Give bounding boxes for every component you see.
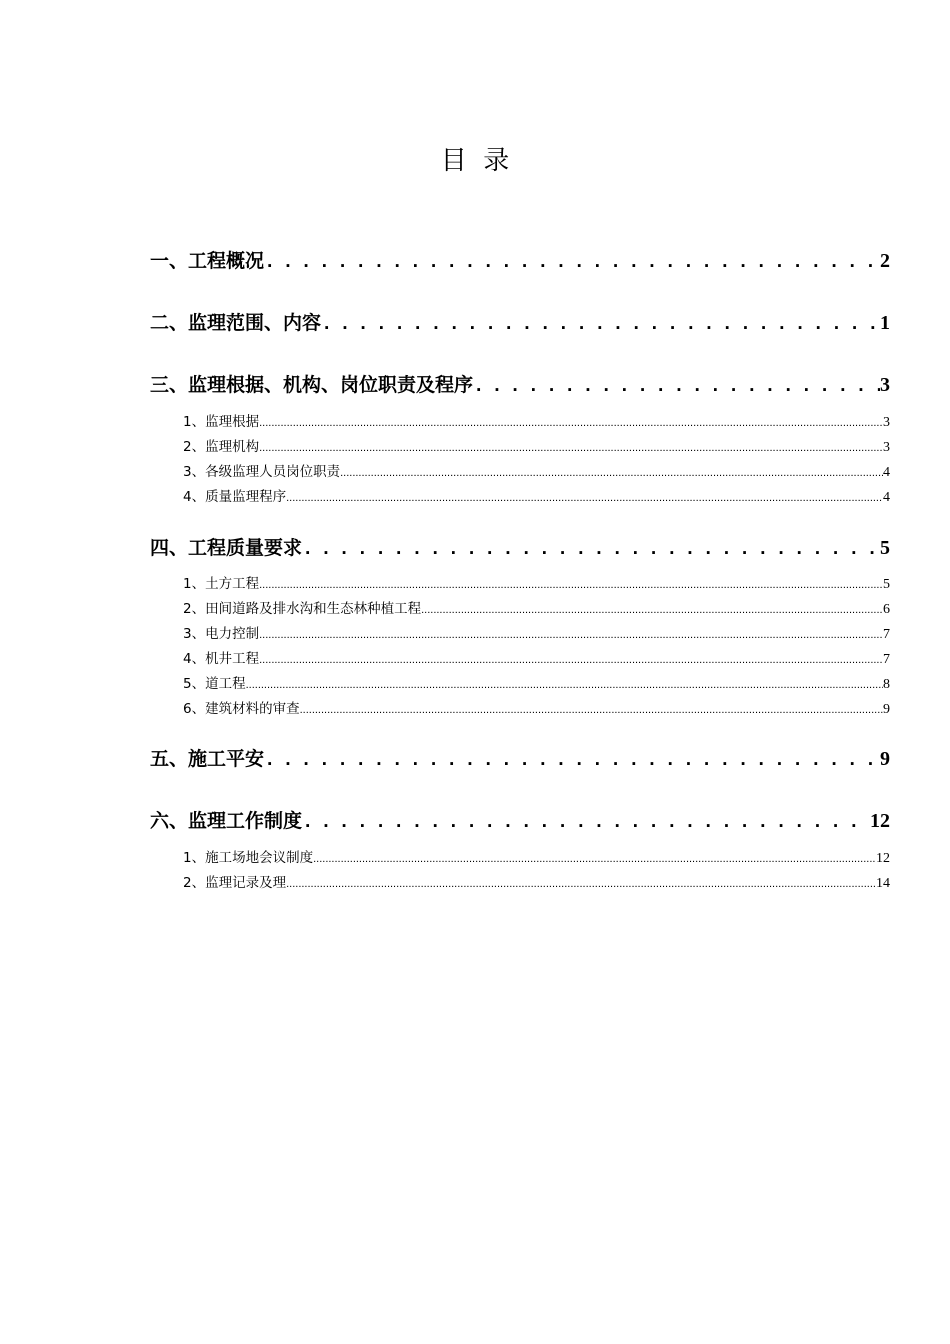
toc-entry-page: 9 <box>880 748 890 770</box>
toc-entry-3-3[interactable] <box>183 460 890 481</box>
dot-leader <box>264 250 880 273</box>
dot-leader <box>259 414 883 430</box>
toc-title: 目 录 <box>440 146 510 176</box>
toc-entry-page: 6 <box>883 602 890 617</box>
toc-entry-section-6[interactable] <box>150 806 890 833</box>
toc-entry-label: 2、监理记录及理 <box>183 875 287 891</box>
toc-entry-page: 4 <box>883 465 890 480</box>
toc-entry-page: 4 <box>883 490 890 505</box>
dot-leader <box>259 439 883 455</box>
toc-entry-4-6[interactable] <box>183 697 890 718</box>
toc-entry-page: 3 <box>880 374 890 396</box>
toc-entry-label: 四、工程质量要求 <box>150 537 303 559</box>
toc-entry-label: 2、田间道路及排水沟和生态林种植工程 <box>183 601 422 617</box>
dot-leader <box>259 576 883 592</box>
toc-entry-6-2[interactable] <box>183 871 890 892</box>
toc-entry-label: 2、监理机构 <box>183 439 260 455</box>
toc-entry-section-3[interactable] <box>150 370 890 397</box>
toc-entry-page: 12 <box>870 810 890 832</box>
toc-entry-label: 4、机井工程 <box>183 651 260 667</box>
toc-entry-page: 5 <box>883 577 890 592</box>
toc-entry-label: 6、建筑材料的审查 <box>183 701 300 717</box>
toc-entry-section-1[interactable] <box>150 246 890 273</box>
dot-leader <box>321 312 880 335</box>
dot-leader <box>302 537 880 560</box>
toc-entry-label: 1、监理根据 <box>183 414 260 430</box>
toc-entry-label: 4、质量监理程序 <box>183 489 287 505</box>
toc-entry-4-4[interactable] <box>183 647 890 668</box>
toc-entry-label: 一、工程概况 <box>150 250 265 272</box>
toc-entry-page: 12 <box>876 851 890 866</box>
toc-entry-label: 三、监理根据、机构、岗位职责及程序 <box>150 374 474 396</box>
dot-leader <box>264 748 880 771</box>
toc-entry-3-1[interactable] <box>183 410 890 431</box>
dot-leader <box>313 850 876 866</box>
toc-entry-label: 五、施工平安 <box>150 748 265 770</box>
toc-entry-page: 2 <box>880 250 890 272</box>
toc-entry-label: 3、各级监理人员岗位职责 <box>183 464 341 480</box>
dot-leader <box>473 374 880 397</box>
toc-entry-3-4[interactable] <box>183 485 890 506</box>
dot-leader <box>421 601 883 617</box>
toc-entry-page: 7 <box>883 652 890 667</box>
toc-entry-page: 1 <box>880 312 890 334</box>
toc-entry-page: 7 <box>883 627 890 642</box>
toc-entry-4-3[interactable] <box>183 622 890 643</box>
toc-entry-page: 5 <box>880 537 890 559</box>
dot-leader <box>259 626 883 642</box>
toc-entry-label: 二、监理范围、内容 <box>150 312 322 334</box>
toc-entry-3-2[interactable] <box>183 435 890 456</box>
dot-leader <box>259 651 883 667</box>
toc-entry-page: 8 <box>883 677 890 692</box>
dot-leader <box>300 701 883 717</box>
toc-entry-4-5[interactable] <box>183 672 890 693</box>
toc-entry-4-1[interactable] <box>183 572 890 593</box>
toc-entry-section-4[interactable] <box>150 533 890 560</box>
toc-entry-page: 3 <box>883 415 890 430</box>
toc-entry-section-5[interactable] <box>150 744 890 771</box>
toc-entry-section-2[interactable] <box>150 308 890 335</box>
dot-leader <box>340 464 883 480</box>
toc-entry-6-1[interactable] <box>183 846 890 867</box>
toc-entry-label: 3、电力控制 <box>183 626 260 642</box>
toc-entry-page: 9 <box>883 702 890 717</box>
dot-leader <box>286 489 883 505</box>
toc-entry-label: 1、施工场地会议制度 <box>183 850 314 866</box>
toc-entry-page: 3 <box>883 440 890 455</box>
dot-leader <box>302 810 870 833</box>
dot-leader <box>246 676 883 692</box>
dot-leader <box>286 875 876 891</box>
toc-entry-label: 5、道工程 <box>183 676 246 692</box>
toc-entry-page: 14 <box>876 876 890 891</box>
toc-entry-4-2[interactable] <box>183 597 890 618</box>
toc-entry-label: 六、监理工作制度 <box>150 810 303 832</box>
toc-entry-label: 1、土方工程 <box>183 576 260 592</box>
